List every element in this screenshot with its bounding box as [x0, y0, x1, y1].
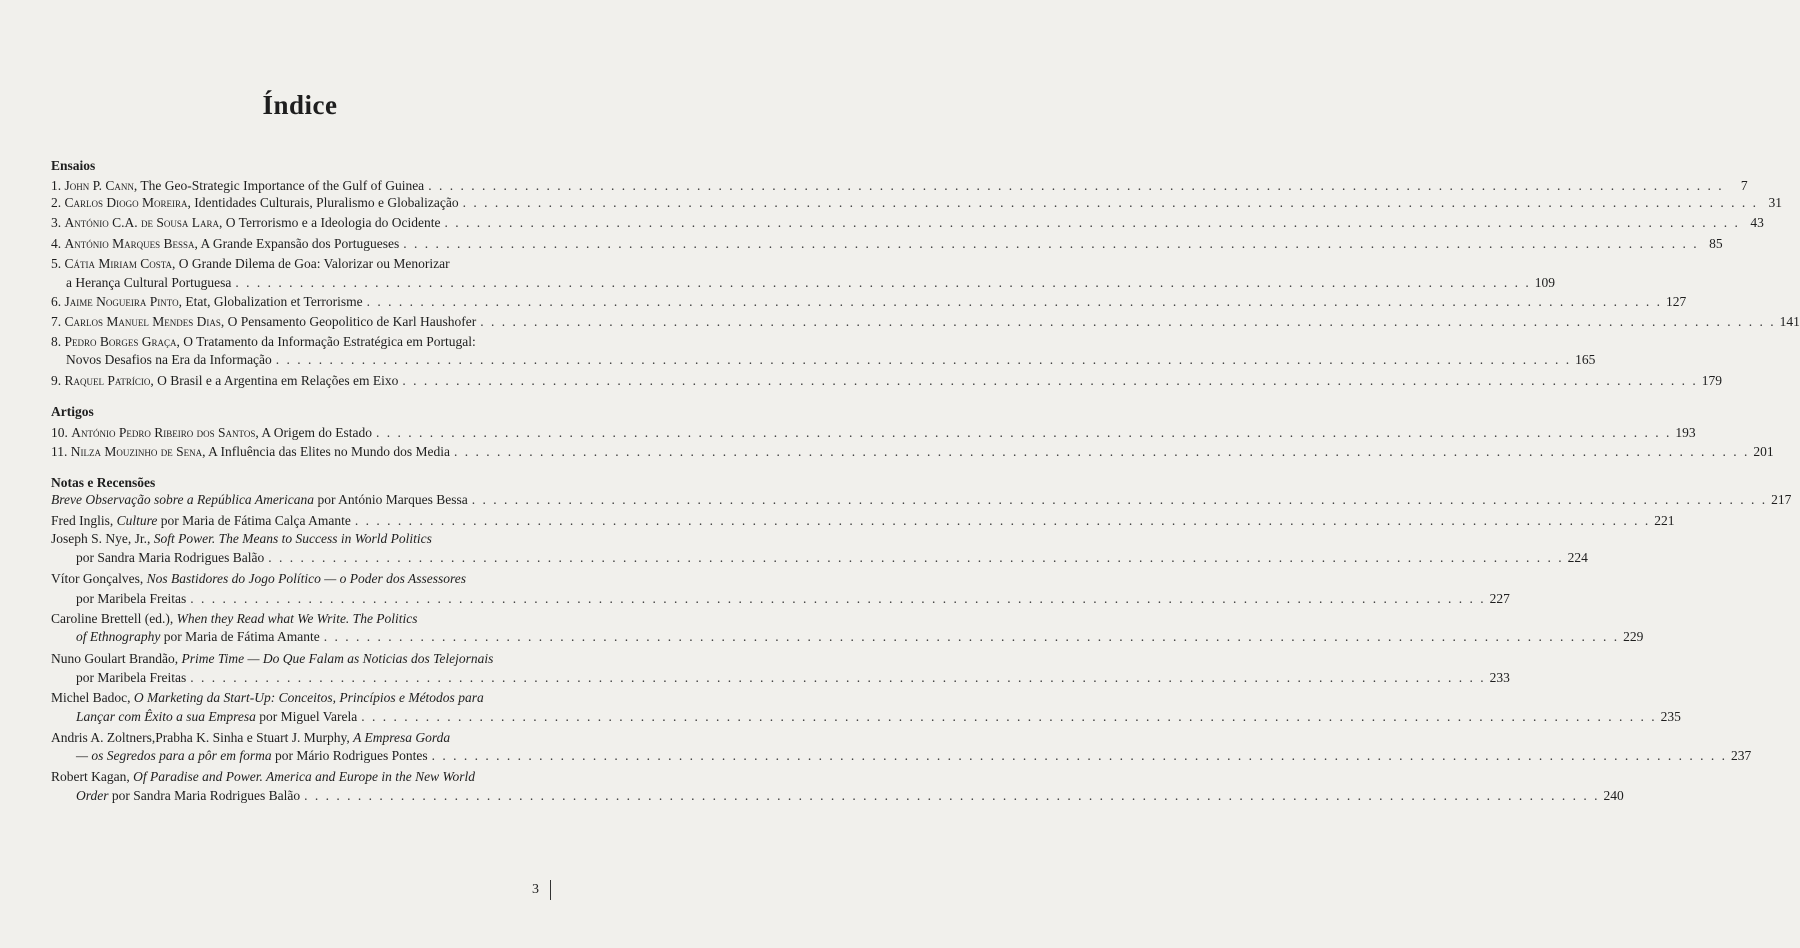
page-ref: 165 [1575, 352, 1596, 367]
toc-entry[interactable]: 3. António C.A. de Sousa Lara, O Terrorismo e a Ideologia do Ocidente . . . 43 [51, 213, 548, 233]
section-heading-artigos: Artigos [51, 404, 94, 419]
page-ref: 240 [1603, 788, 1624, 803]
page-ref: 224 [1567, 550, 1588, 565]
toc-entry[interactable]: 11. Nilza Mouzinho de Sena, A Influência das Elites no Mundo dos Media . . . 201 [51, 442, 548, 462]
page-number-divider [550, 880, 551, 900]
toc-entry[interactable]: Fred Inglis, Culture por Maria de Fátima Calça Amante . . . 221 [51, 511, 548, 531]
toc-entry-continuation[interactable]: por Sandra Maria Rodrigues Balão . . . 224 [76, 548, 548, 568]
page-ref: 235 [1660, 709, 1681, 724]
toc-entry[interactable]: 1. John P. Cann, The Geo-Strategic Importance of the Gulf of Guinea . . . 7 [51, 176, 548, 196]
toc-entry[interactable]: 5. Cátia Miriam Costa, O Grande Dilema de Goa: Valorizar ou Menorizar [51, 256, 450, 271]
page-ref: 43 [1750, 215, 1764, 230]
toc-entry[interactable]: Breve Observação sobre a República Americana por António Marques Bessa . . . 217 [51, 490, 548, 510]
toc-entry[interactable]: 9. Raquel Patrício, O Brasil e a Argentina em Relações em Eixo . . . 179 [51, 371, 548, 391]
toc-entry[interactable]: Andris A. Zoltners,Prabha K. Sinha e Stuart J. Murphy, A Empresa Gorda [51, 730, 451, 745]
toc-entry[interactable]: 2. Carlos Diogo Moreira, Identidades Culturais, Pluralismo e Globalização . . . 31 [51, 193, 548, 213]
toc-entry[interactable]: 10. António Pedro Ribeiro dos Santos, A Origem do Estado . . . 193 [51, 423, 548, 443]
toc-entry-continuation[interactable]: Order por Sandra Maria Rodrigues Balão . . . 240 [76, 786, 548, 806]
toc-entry[interactable]: Vítor Gonçalves, Nos Bastidores do Jogo Político — o Poder dos Assessores [51, 571, 466, 586]
page-ref: 109 [1534, 275, 1555, 290]
page-ref: 193 [1675, 425, 1696, 440]
page-ref: 127 [1665, 294, 1687, 309]
toc-entry-continuation[interactable]: Novos Desafios na Era da Informação . . . 165 [66, 350, 548, 370]
page-ref: 237 [1731, 748, 1752, 763]
page-number: 3 [532, 882, 539, 897]
page-ref: 7 [1740, 178, 1748, 193]
section-heading-ensaios: Ensaios [51, 158, 96, 173]
toc-entry-continuation[interactable]: of Ethnography por Maria de Fátima Amante . . . 229 [76, 627, 548, 647]
section-heading-notas: Notas e Recensões [51, 475, 156, 490]
page-ref: 179 [1701, 373, 1722, 388]
page-ref: 217 [1771, 492, 1792, 507]
toc-entry[interactable]: Michel Badoc, O Marketing da Start-Up: Conceitos, Princípios e Métodos para [51, 690, 484, 705]
page-ref: 201 [1753, 444, 1774, 459]
page-ref: 31 [1768, 195, 1782, 210]
toc-entry[interactable]: 6. Jaime Nogueira Pinto, Etat, Globalization et Terrorisme . . . 127 [51, 292, 548, 312]
page-ref: 229 [1623, 629, 1644, 644]
toc-entry-continuation[interactable]: a Herança Cultural Portuguesa . . . 109 [66, 273, 548, 293]
toc-entry[interactable]: Nuno Goulart Brandão, Prime Time — Do Que Falam as Noticias dos Telejornais [51, 651, 494, 666]
toc-entry[interactable]: 8. Pedro Borges Graça, O Tratamento da Informação Estratégica em Portugal: [51, 334, 476, 349]
toc-entry[interactable]: Robert Kagan, Of Paradise and Power. America and Europe in the New World [51, 769, 475, 784]
page-ref: 221 [1654, 513, 1675, 528]
page-ref: 141 [1779, 314, 1800, 329]
toc-entry-continuation[interactable]: — os Segredos para a pôr em forma por Mário Rodrigues Pontes . . . 237 [76, 746, 548, 766]
page-ref: 233 [1489, 670, 1510, 685]
toc-entry-continuation[interactable]: Lançar com Êxito a sua Empresa por Miguel Varela . . . 235 [76, 707, 548, 727]
toc-entry[interactable]: 7. Carlos Manuel Mendes Dias, O Pensamento Geopolitico de Karl Haushofer . . . 141 [51, 312, 548, 332]
toc-entry-continuation[interactable]: por Maribela Freitas . . . 233 [76, 668, 548, 688]
toc-entry-continuation[interactable]: por Maribela Freitas . . . 227 [76, 589, 548, 609]
toc-entry[interactable]: 4. António Marques Bessa, A Grande Expansão dos Portugueses . . . 85 [51, 234, 548, 254]
page-ref: 227 [1489, 591, 1510, 606]
toc-entry[interactable]: Caroline Brettell (ed.), When they Read what We Write. The Politics [51, 611, 418, 626]
page-ref: 85 [1709, 236, 1723, 251]
page-title: Índice [262, 90, 338, 120]
toc-entry[interactable]: Joseph S. Nye, Jr., Soft Power. The Means to Success in World Politics [51, 531, 432, 546]
